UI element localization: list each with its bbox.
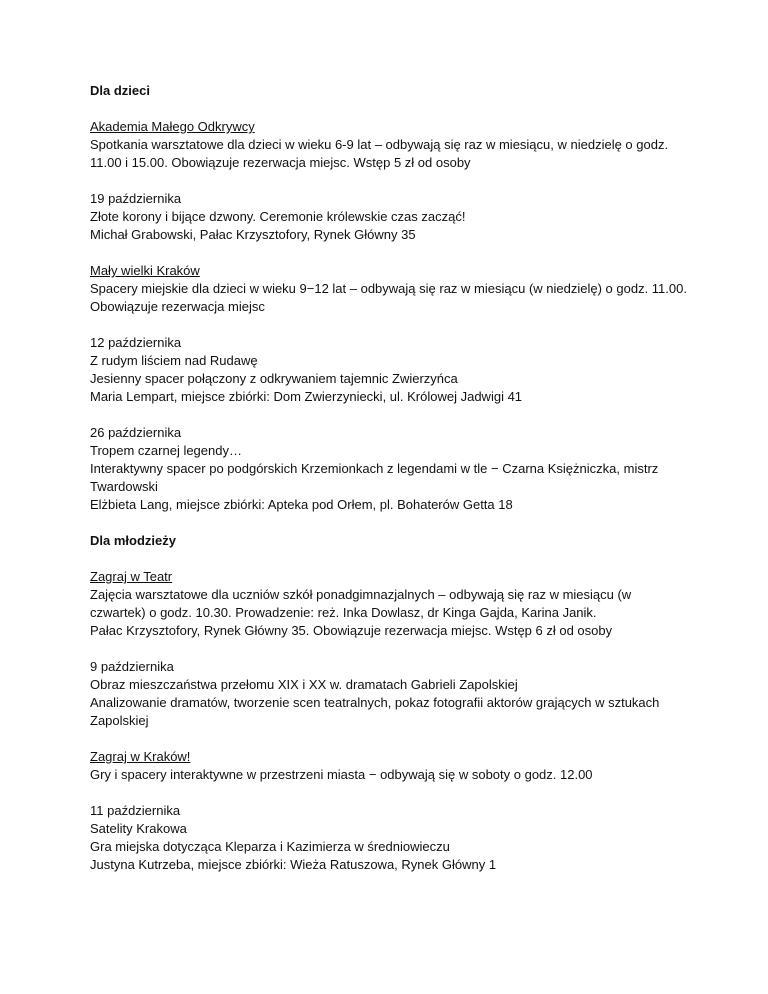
event-info: Elżbieta Lang, miejsce zbiórki: Apteka pod Orłem, pl. Bohaterów Getta 18 [90, 497, 513, 512]
event-desc: Gra miejska dotycząca Kleparza i Kazimierza w średniowieczu [90, 839, 450, 854]
event-title: Obraz mieszczaństwa przełomu XIX i XX w. dramatach Gabrieli Zapolskiej [90, 677, 518, 692]
event-date: 11 października [90, 803, 181, 818]
event-desc: Analizowanie dramatów, tworzenie scen teatralnych, pokaz fotografii aktorów grających w sztukach Zapolskiej [90, 695, 660, 728]
section-heading-youth: Dla młodzieży [90, 533, 176, 548]
program-info-zagraj-w-teatr: Pałac Krzysztofory, Rynek Główny 35. Obowiązuje rezerwacja miejsc. Wstęp 6 zł od osoby [90, 623, 613, 638]
event-info: Michał Grabowski, Pałac Krzysztofory, Rynek Główny 35 [90, 227, 416, 242]
event-title: Złote korony i bijące dzwony. Ceremonie królewskie czas zacząć! [90, 209, 466, 224]
program-title-akademia: Akademia Małego Odkrywcy [90, 119, 255, 134]
event-info: Justyna Kutrzeba, miejsce zbiórki: Wieża Ratuszowa, Rynek Główny 1 [90, 857, 497, 872]
program-desc-zagraj-w-krakow: Gry i spacery interaktywne w przestrzeni miasta − odbywają się w soboty o godz. 12.00 [90, 767, 593, 782]
event-date: 12 października [90, 335, 182, 350]
program-title-zagraj-w-krakow: Zagraj w Kraków! [90, 749, 191, 764]
program-desc-akademia: Spotkania warsztatowe dla dzieci w wieku 6-9 lat – odbywają się raz w miesiącu, w niedzielę o godz. 11.00 i 15.00. Obowiązuje rezerwacja miejsc. Wstęp 5 zł od osoby [90, 137, 669, 170]
event-info: Maria Lempart, miejsce zbiórki: Dom Zwierzyniecki, ul. Królowej Jadwigi 41 [90, 389, 523, 404]
program-title-maly-wielki-krakow: Mały wielki Kraków [90, 263, 200, 278]
event-title: Satelity Krakowa [90, 821, 187, 836]
event-date: 19 października [90, 191, 182, 206]
program-title-zagraj-w-teatr: Zagraj w Teatr [90, 569, 173, 584]
program-desc-maly-wielki-krakow: Spacery miejskie dla dzieci w wieku 9−12 lat – odbywają się raz w miesiącu (w niedzielę) o godz. 11.00. Obowiązuje rezerwacja miejsc [90, 281, 687, 314]
section-heading-kids: Dla dzieci [90, 83, 150, 98]
event-title: Z rudym liściem nad Rudawę [90, 353, 258, 368]
event-title: Tropem czarnej legendy… [90, 443, 242, 458]
program-desc-zagraj-w-teatr: Zajęcia warsztatowe dla uczniów szkół ponadgimnazjalnych – odbywają się raz w miesiącu (w czwartek) o godz. 10.30. Prowadzenie: reż. Inka Dowlasz, dr Kinga Gajda, Karina Janik. [90, 587, 632, 620]
event-date: 9 października [90, 659, 174, 674]
event-date: 26 października [90, 425, 182, 440]
event-desc: Jesienny spacer połączony z odkrywaniem tajemnic Zwierzyńca [90, 371, 458, 386]
event-desc: Interaktywny spacer po podgórskich Krzemionkach z legendami w tle − Czarna Księżniczka, mistrz Twardowski [90, 461, 659, 494]
